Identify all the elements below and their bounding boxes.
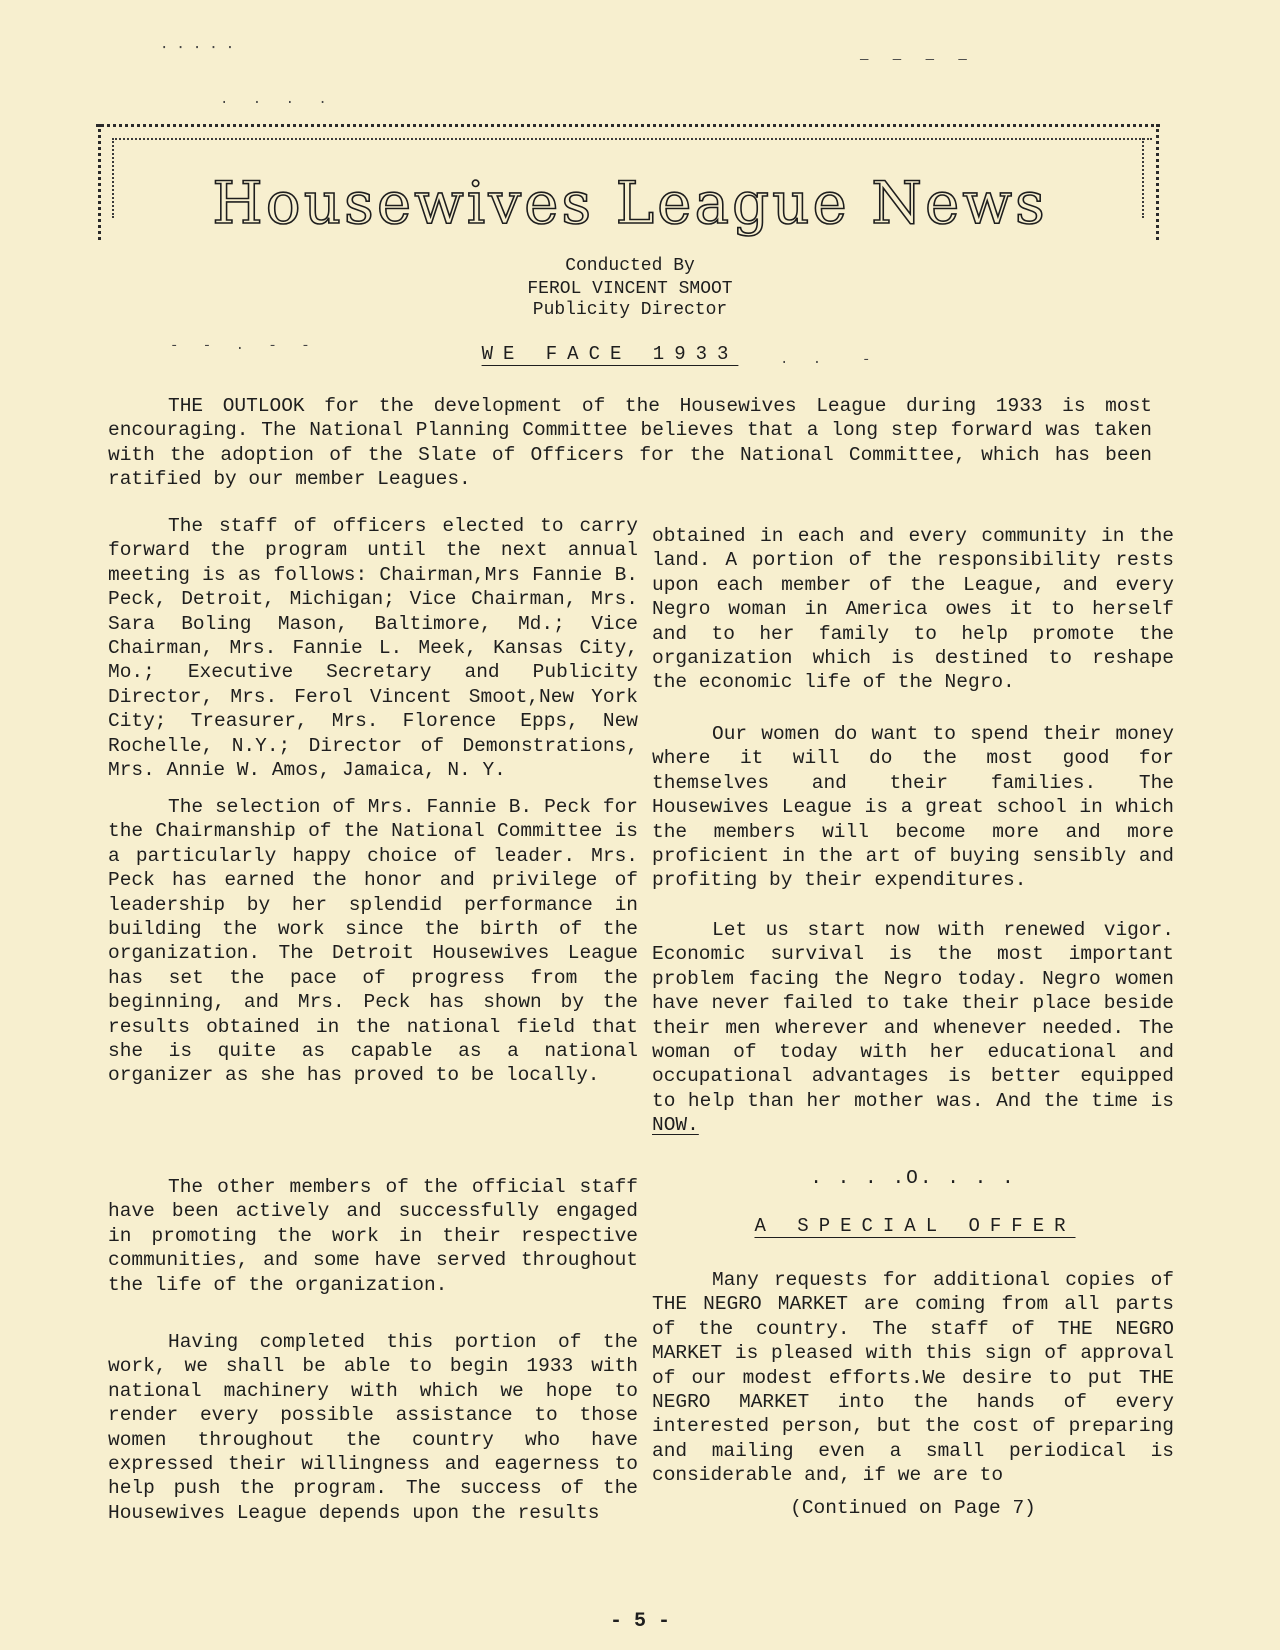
credit-author-name: FEROL VINCENT SMOOT [527,279,733,299]
article-col1-para2: The selection of Mrs. Fannie B. Peck for the Chairmanship of the National Committee is a particularly happy choice of leader. Mrs. Peck has earned the honor and privilege of leadership by her splendid performance in building the work since the birth of the organization. The Detroit Housewives League has set the pace of progress from the beginning, and Mrs. Peck has shown by the results obtained in the national field that she is quite as capable as a national organizer as she has proved to be locally. [108,796,638,1087]
stray-ink-marks: ⋅⋅⋅⋅⋅ [160,41,243,57]
masthead-border-right-inner [1142,138,1144,218]
masthead-border-right [1156,124,1159,240]
stray-ink-marks: — — — — [860,52,975,68]
masthead-border-top-inner [112,138,1152,140]
article-col2-para1: obtained in each and every community in the land. A portion of the responsibility rests upon each member of the League, and every Negro woman in America owes it to herself and to her family to help promote the organization which is destined to reshape the economic life of the Negro. [652,525,1174,694]
article-col1-para4: Having completed this portion of the work, we shall be able to begin 1933 with national machinery with which we hope to render every possible assistance to those women throughout the country who have expressed their willingness and eagerness to help push the program. The success of the Housewives League depends upon the results [108,1331,638,1524]
masthead-border-left-inner [112,138,114,218]
article-col1-para3: The other members of the official staff have been actively and successfully engaged in promoting the work in their respective communities, and some have served throughout the life of the organization. [108,1176,638,1296]
masthead-border-left [98,124,101,240]
page-number: - 5 - [609,1610,670,1633]
stray-ink-marks: - - . - - [170,338,318,354]
article-title-we-face-1933: WE FACE 1933 [481,343,739,365]
article-col1-para1: The staff of officers elected to carry forward the program until the next annual meeting is as follows: Chairman,Mrs Fannie B. Peck, Detroit, Michigan; Vice Chairman, Mrs. Sara Boling Mason, Baltimore, Md.; Vice Chairman, Mrs. Fannie L. Meek, Kansas City, Mo.; Executive Secretary and Publicity Director, Mrs. Ferol Vincent Smoot,New York City; Treasurer, Mrs. Florence Epps, New Rochelle, N.Y.; Director of Demonstrations, Mrs. Annie W. Amos, Jamaica, N. Y. [108,515,638,782]
masthead-border-top [96,124,1160,127]
section-separator: . . . .O. . . . [810,1167,1016,1189]
credit-author-role: Publicity Director [532,300,728,320]
continued-note: (Continued on Page 7) [790,1497,1036,1519]
stray-ink-marks: . . . . [220,92,335,108]
article-title-special-offer: A SPECIAL OFFER [754,1215,1076,1237]
emphasis-now: NOW. [652,1114,699,1137]
article-intro: THE OUTLOOK for the development of the Housewives League during 1933 is most encouraging. The National Planning Committee believes that a long step forward was taken with the adoption of the Slate of Officers for the National Committee, which has been ratified by our member Leagues. [108,395,1152,491]
article-col2-para3: Let us start now with renewed vigor. Economic survival is the most important problem facing the Negro today. Negro women have never failed to take their place beside their men wherever and whenever needed. The woman of today with her educational and occupational advantages is better equipped to help than her mother was. And the time is NOW. [652,919,1174,1137]
article-col2-para2: Our women do want to spend their money where it will do the most good for themselves and their families. The Housewives League is a great school in which the members will become more and more proficient in the art of buying sensibly and profiting by their expenditures. [652,723,1174,892]
special-offer-body: Many requests for additional copies of THE NEGRO MARKET are coming from all parts of the country. The staff of THE NEGRO MARKET is pleased with this sign of approval of our modest efforts.We desire to put THE NEGRO MARKET into the hands of every interested person, but the cost of preparing and mailing even a small periodical is considerable and, if we are to [652,1269,1174,1487]
stray-ink-marks: . . - [780,352,879,368]
masthead-title: Housewives League News [212,169,1048,237]
credit-conducted-by: Conducted By [565,256,695,276]
